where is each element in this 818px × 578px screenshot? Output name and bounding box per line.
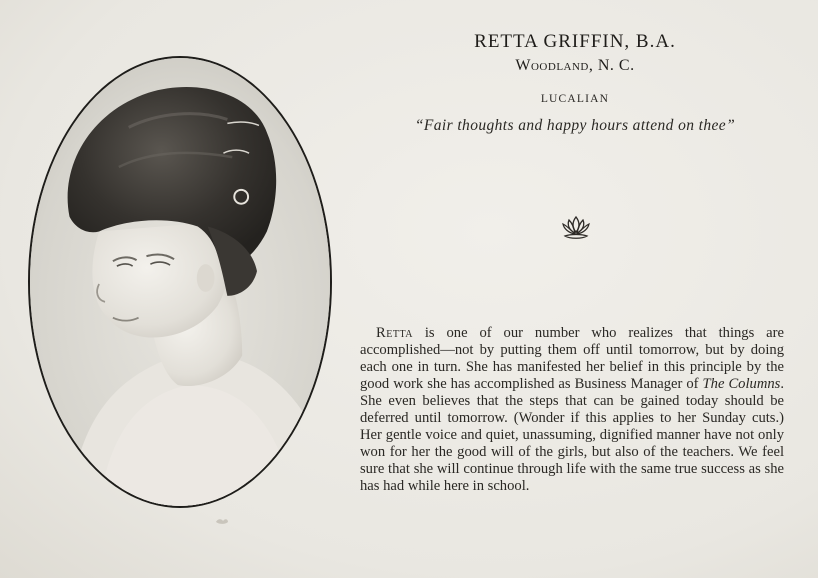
publication-title: The Columns <box>702 376 781 393</box>
student-name: RETTA GRIFFIN, B.A. <box>474 31 676 52</box>
biography-text-part-1: is one of our number who realizes that things are accomplished—not by putting them off until tomorrow, but by doing each one in turn. She has manifested her belief in this principle by the good work she has accomplished as Business Manager of <box>360 325 784 393</box>
lotus-flower-ornament-icon <box>561 214 591 242</box>
ink-smudge-icon <box>214 516 230 526</box>
motto-quote: “Fair thoughts and happy hours attend on thee” <box>414 117 736 134</box>
biography-text-part-2: . She even believes that the steps that can be gained today should be deferred until tomorrow. (Wonder if this applies to her Sunday cuts.) Her gentle voice and quiet, unassuming, dignified manner have not only won for her the good will of the girls, but also of the teachers. We feel sure that she will continue through life with the same true success as she has had while here in school. <box>360 376 785 495</box>
header <box>380 30 770 136</box>
biography-lead-name: Retta <box>376 325 413 341</box>
portrait-photograph-icon <box>30 58 330 506</box>
hometown: Woodland, N. C. <box>515 57 635 74</box>
portrait-oval-frame <box>28 56 332 508</box>
literary-society: LUCALIAN <box>540 93 610 105</box>
biography-paragraph <box>360 325 784 495</box>
